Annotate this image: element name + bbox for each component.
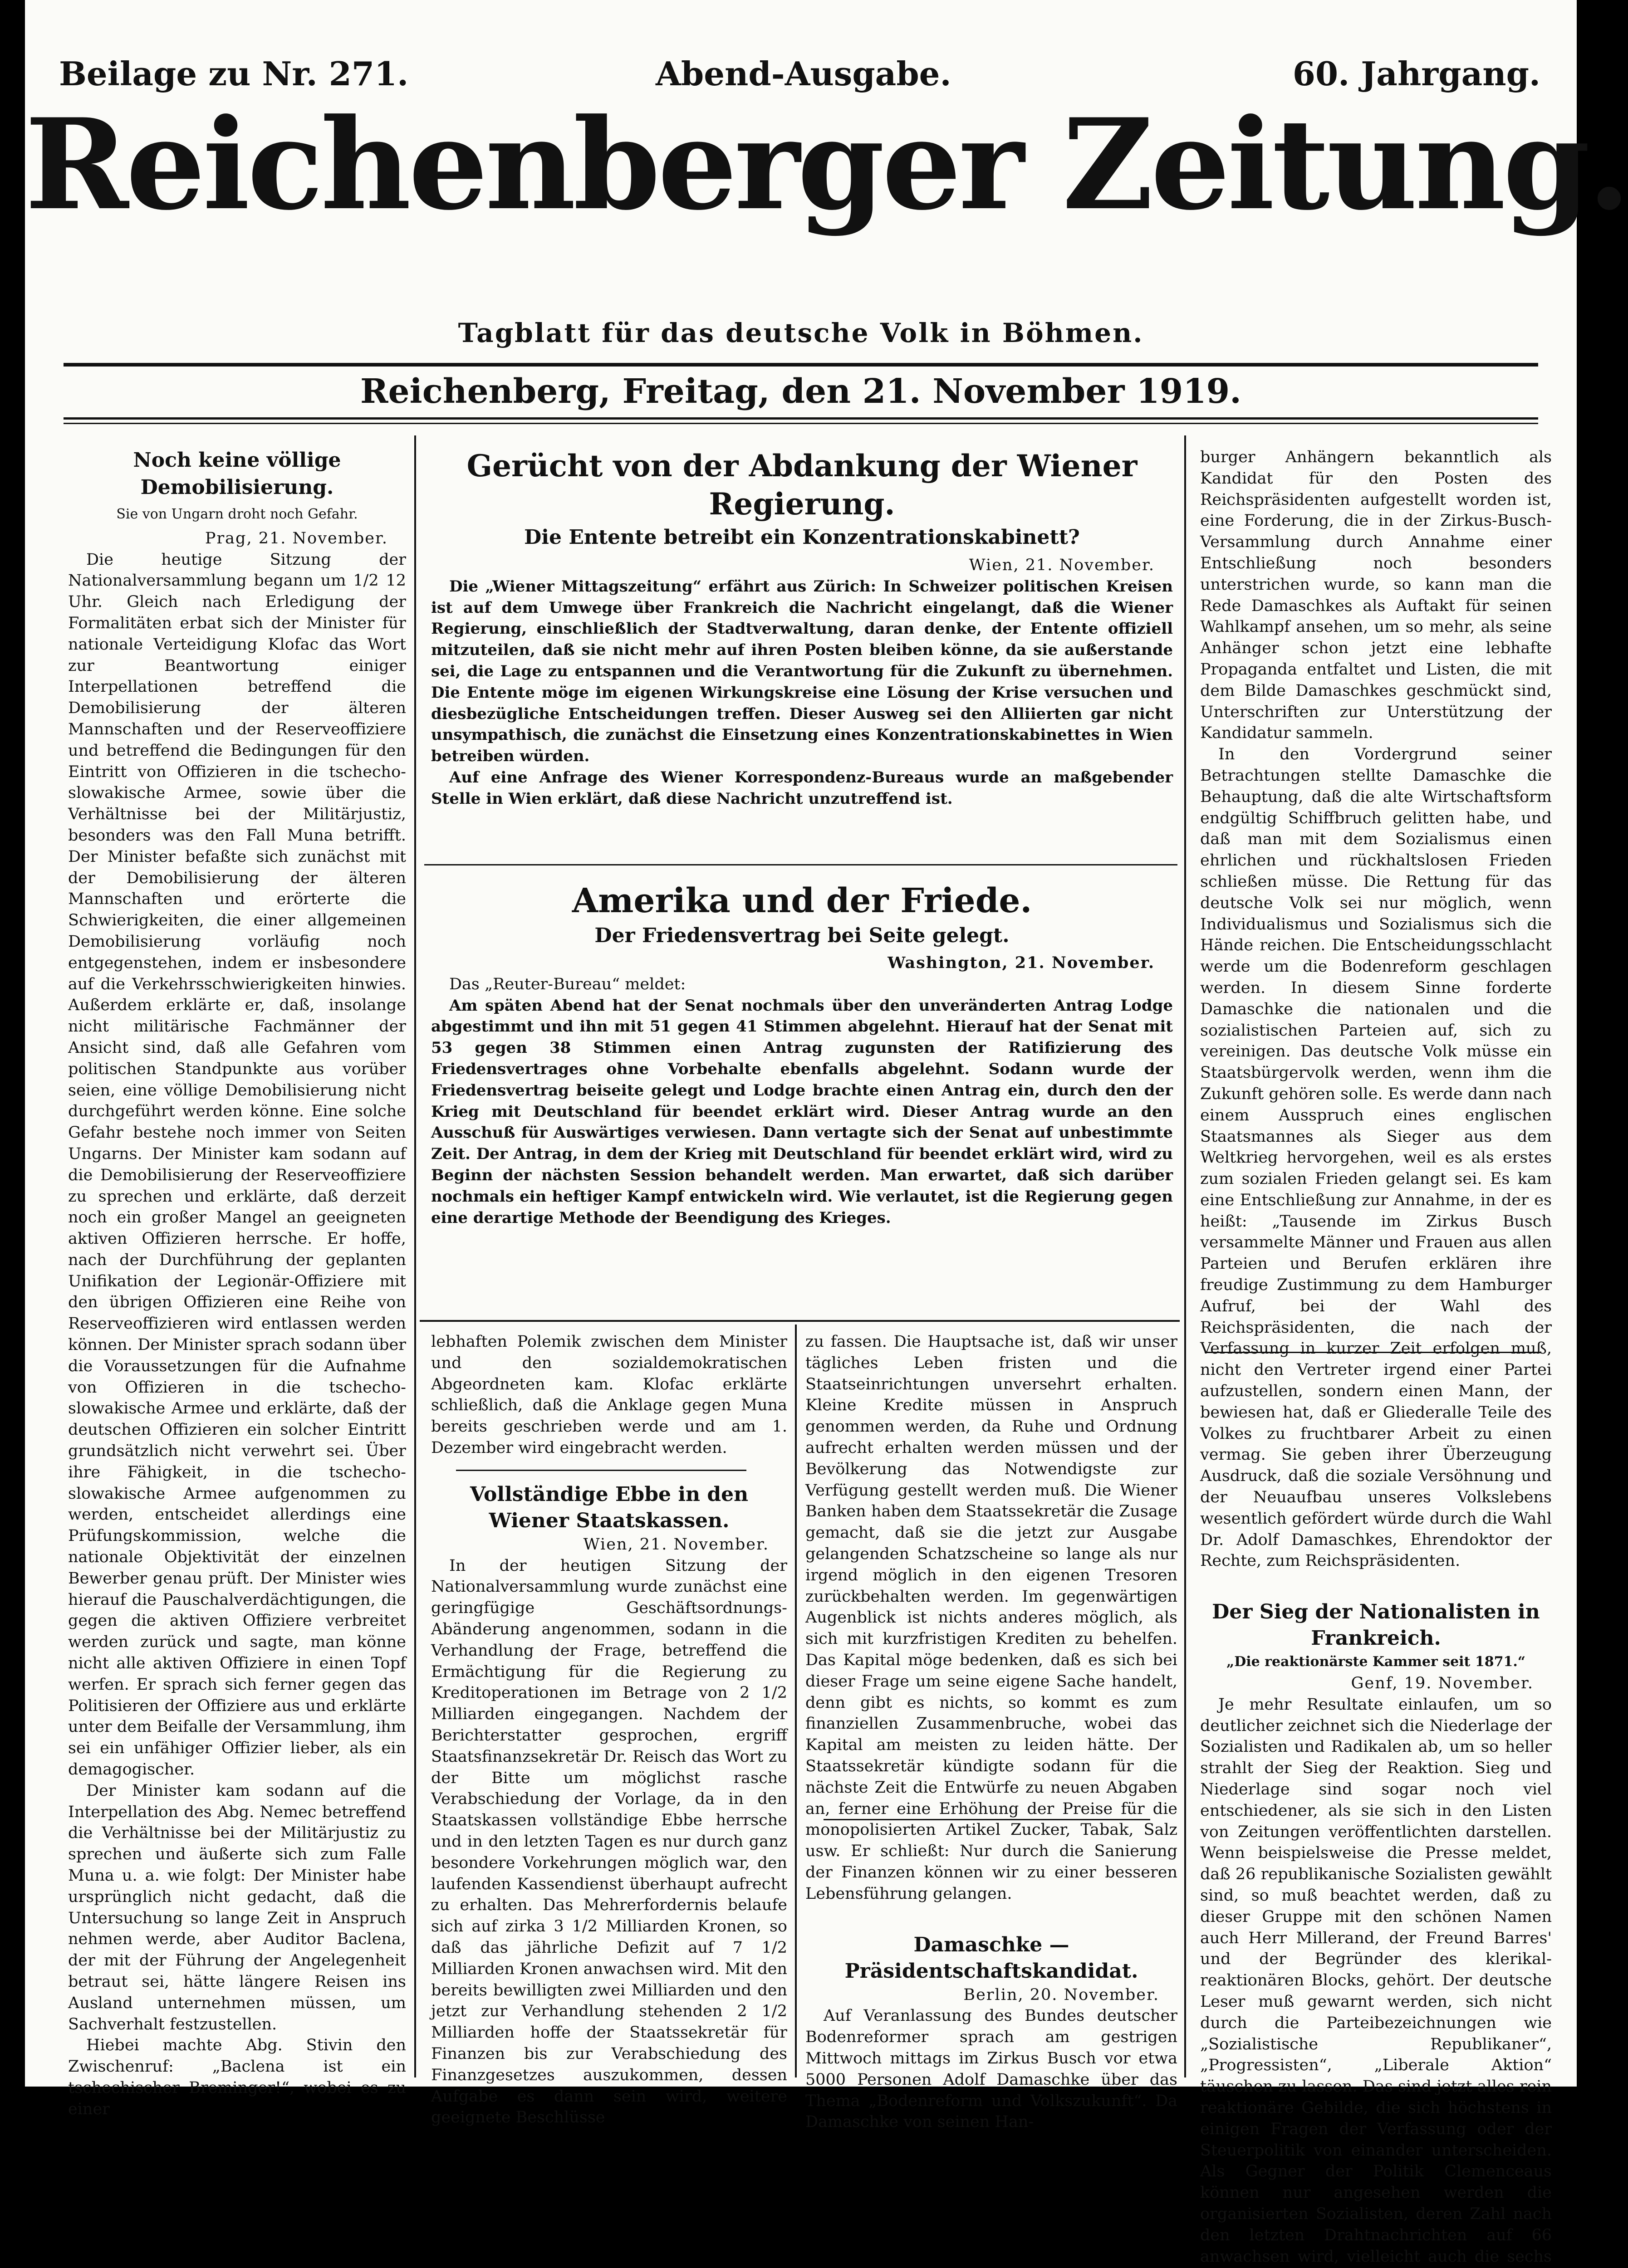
article-headline: Gerücht von der Abdankung der Wiener Regierung. bbox=[466, 448, 1138, 522]
dateline: Reichenberg, Freitag, den 21. November 1919. bbox=[360, 372, 1241, 411]
article-paragraph: Je mehr Resultate einlaufen, um so deutlicher zeichnet sich die Niederlage der Sozialisten und Radikalen ab, um so heller strahlt der Sieg der Reaktion. Sieg und Niederlage sind sogar noch viel entschiedener, als sie sich in den Listen von Zeitungen veröffentlichten darstellen. Wenn beispielsweise die Presse meldet, daß 26 republikanische Sozialisten gewählt sind, so muß beachtet werden, daß zu dieser Gruppe mit den schönen Namen auch Herr Millerand, der Freund Barres' und der Begründer des klerikal-reaktionären Blocks, gehört. Der deutsche Leser muß gewarnt werden, sich nicht durch die Parteibezeichnungen wie „Sozialistische Republikaner“, „Progressisten“, „Liberale Aktion“ täuschen zu lassen. Das sind jetzt alles rein reaktionäre Gebilde, die sich höchstens in einigen Fragen der Verfassung oder der Steuerpolitik von einander unterscheiden. Als Gegner der Politik Clemenceaus können nur angesehen werden die organisierten Sozialisten, deren Zahl nach den letzten Drahtnachrichten auf 66 anwachsen wird, vielleicht auch die sechs bbox=[1200, 1695, 1552, 2266]
article-abdankung bbox=[431, 447, 1173, 860]
supplement-number: Beilage zu Nr. 271. bbox=[59, 54, 409, 93]
newspaper-subtitle: Tagblatt für das deutsche Volk in Böhmen. bbox=[458, 318, 1144, 348]
article-headline: Vollständige Ebbe in den Wiener Staatskassen. bbox=[470, 1482, 749, 1532]
article-paragraph: Am späten Abend hat der Senat nochmals über den unveränderten Antrag Lodge abgestimmt und ihn mit 51 gegen 41 Stimmen abgelehnt. Hierauf hat der Senat mit 53 gegen 38 Stimmen einen Antrag zugunsten der Ratifizierung des Friedensvertrages ohne Vorbehalte ebenfalls abgelehnt. Sodann wurde der Friedensvertrag beiseite gelegt und Lodge brachte einen Antrag ein, durch den der Krieg mit Deutschland für beendet erklärt wird. Dieser Antrag wurde an den Ausschuß für Auswärtiges verwiesen. Dann vertagte sich der Senat auf unbestimmte Zeit. Der Antrag, in dem der Krieg mit Deutschland für beendet erklärt wird, wird zu Beginn der nächsten Session behandelt werden. Man erwartet, daß sich darüber nochmals ein heftiger Kampf entwickeln wird. Wie verlautet, ist die Regierung gegen eine derartige Methode der Beendigung des Krieges. bbox=[431, 996, 1173, 1227]
article-place: Wien, 21. November. bbox=[969, 556, 1155, 574]
article-staatskassen bbox=[431, 1331, 788, 2127]
article-continuation: lebhaften Polemik zwischen dem Minister und den sozialdemokratischen Abgeordneten kam. Klofac erklärte schließlich, daß die Anklage gegen Muna bereits geschrieben werde und am 1. Dezember wird eingebracht werden. bbox=[431, 1333, 787, 1457]
article-paragraph: Hiebei machte Abg. Stivin den Zwischenruf: „Baclena ist ein tschechischer Breminger!“, wobei es zu einer bbox=[68, 2036, 406, 2118]
article-paragraph: burger Anhängern bekanntlich als Kandidat für den Posten des Reichspräsidenten aufgestellt worden ist, eine Forderung, die in der Zirkus-Busch-Versammlung durch Annahme einer Entschließung noch besonders unterstrichen wurde, so kann man die Rede Damaschkes als Auftakt für seinen Wahlkampf ansehen, um so mehr, als seine Anhänger schon jetzt eine lebhafte Propaganda entfaltet und Listen, die mit dem Bilde Damaschkes geschmückt sind, Unterschriften zur Unterstützung der Kandidatur sammeln. bbox=[1200, 448, 1552, 743]
article-paragraph: zu fassen. Die Hauptsache ist, daß wir unser tägliches Leben fristen und die Staatseinrichtungen unversehrt erhalten. Kleine Kredite müssen in Anspruch genommen werden, da Ruhe und Ordnung aufrecht erhalten werden müssen und der Bevölkerung das Notwendigste zur Verfügung gestellt werden muß. Die Wiener Banken haben dem Staatssekretär die Zusage gemacht, daß sie die jetzt zur Ausgabe gelangenden Schatzscheine so lange als nur irgend möglich in den eigenen Tresoren zurückbehalten werden. Im gegenwärtigen Augenblick ist nichts anderes möglich, als sich mit kurzfristigen Krediten zu behelfen. Das Kapital möge bedenken, daß es sich bei dieser Frage um seine eigene Sache handelt, denn gibt es nichts, so kommt es zum finanziellen Zusammenbruche, wobei das Kapital am meisten zu leiden hätte. Der Staatssekretär kündigte sodann für die nächste Zeit die Entwürfe zu neuen Abgaben an, ferner eine Erhöhung der Preise für die monopolisierten Artikel Zucker, Tabak, Salz usw. Er schließt: Nur durch die Sanierung der Finanzen können wir zu einer besseren Lebensführung gelangen. bbox=[805, 1333, 1177, 1903]
article-paragraph: Die heutige Sitzung der Nationalversammlung begann um 1/2 12 Uhr. Gleich nach Erledigung der Formalitäten erbat sich der Minister für nationale Verteidigung Klofac das Wort zur Beantwortung einiger Interpellationen betreffend die Demobilisierung der älteren Mannschaften und der Reserveoffiziere und betreffend die Bedingungen für den Eintritt von Offizieren in die tschecho-slowakische Armee, sowie über die Verhältnisse bei der Militärjustiz, besonders was den Fall Muna betrifft. Der Minister befaßte sich zunächst mit der Demobilisierung der älteren Mannschaften und erörterte die Schwierigkeiten, die einer allgemeinen Demobilisierung vorläufig noch entgegenstehen, indem er insbesondere auf die Verkehrsschwierigkeiten hinwies. Außerdem erklärte er, daß, insolange nicht militärische Fachmänner der Ansicht sind, daß alle Gefahren vom politischen Standpunkte aus vorüber seien, eine völlige Demobilisierung nicht durchgeführt werden könne. Eine solche Gefahr bestehe noch immer von Seiten Ungarns. Der Minister kam sodann auf die Demobilisierung der Reserveoffiziere zu sprechen und erklärte, daß derzeit noch ein großer Mangel an geeigneten aktiven Offizieren herrsche. Er hoffe, nach der Durchführung der geplanten Unifikation der Legionär-Offiziere mit den übrigen Offizieren eine Reihe von Reserveoffizieren wird entlassen werden können. Der Minister sprach sodann über die Voraussetzungen für die Aufnahme von Offizieren in die tschecho-slowakische Armee und erklärte, daß der deutschen Offizieren ein solcher Eintritt grundsätzlich nicht verwehrt sei. Über ihre Fähigkeit, in die tschecho-slowakische Armee aufgenommen zu werden, entscheidet allerdings eine Prüfungskommission, welche die nationale Objektivität der einzelnen Bewerber genau prüft. Der Minister wies hierauf die Pauschalverdächtigungen, die gegen die aktiven Offiziere verbreitet werden zurück und sagte, man könne nicht alle aktiven Offiziere in einen Topf werfen. Er sprach sich ferner gegen das Politisieren der Offiziere aus und erklärte unter dem Beifalle der Versammlung, ihm sei ein unfähiger Offizier lieber, als ein demagogischer. bbox=[68, 550, 406, 1779]
masthead-rule-bottom bbox=[64, 417, 1538, 420]
column-divider bbox=[795, 1325, 797, 2077]
article-paragraph: Auf eine Anfrage des Wiener Korrespondenz-Bureaus wurde an maßgebender Stelle in Wien erklärt, daß diese Nachricht unzutreffend ist. bbox=[431, 768, 1173, 808]
article-paragraph: Die „Wiener Mittagszeitung“ erfährt aus Zürich: In Schweizer politischen Kreisen ist auf dem Umwege über Frankreich die Nachricht eingelangt, daß die Wiener Regierung, einschließlich der Stadtverwaltung, daran denke, der Entente offiziell mitzuteilen, daß sie nicht mehr auf ihren Posten bleiben könne, da sie außerstande sei, die Lage zu entspannen und die Verantwortung für die Zukunft zu übernehmen. Die Entente möge im eigenen Wirkungskreise eine Lösung der Krise versuchen und diesbezügliche Entscheidungen treffen. Dieser Ausweg sei den Alliierten gar nicht unsympathisch, die zunächst die Einsetzung eines Konzentrationskabinettes in Wien betreiben würden. bbox=[431, 577, 1173, 766]
article-subhead: Der Friedensvertrag bei Seite gelegt. bbox=[594, 924, 1010, 947]
article-damaschke-cont bbox=[1200, 447, 1552, 2266]
edition-label: Abend-Ausgabe. bbox=[656, 54, 951, 93]
article-paragraph: In der heutigen Sitzung der Nationalversammlung wurde zunächst eine geringfügige Geschäftsordnungs-Abänderung angenommen, sodann in die Verhandlung der Frage, betreffend die Ermächtigung für die Regierung zu Kreditoperationen im Betrage von 2 1/2 Milliarden eingegangen. Nachdem der Berichterstatter gesprochen, ergriff Staatsfinanzsekretär Dr. Reisch das Wort zu der Bitte um möglichst rasche Verabschiedung der Vorlage, da in den Staatskassen vollständige Ebbe herrsche und in den letzten Tagen es nur durch ganz besondere Vorkehrungen möglich war, den laufenden Kassendienst überhaupt aufrecht zu erhalten. Das Mehrerfordernis belaufe sich auf zirka 3 1/2 Milliarden Kronen, so daß das jährliche Defizit auf 7 1/2 Milliarden Kronen anwachsen wird. Mit den bereits bewilligten zwei Milliarden und den jetzt zur Verhandlung stehenden 2 1/2 Milliarden hoffe der Staatssekretär für Finanzen bis zur Verabschiedung des Finanzgesetzes auszukommen, dessen Aufgabe es dann sein wird, weitere geeignete Beschlüsse bbox=[431, 1556, 788, 2127]
newspaper-title: Reichenberger Zeitung. bbox=[25, 91, 1628, 238]
column-divider bbox=[414, 435, 416, 2077]
article-paragraph: Der Minister kam sodann auf die Interpellation des Abg. Nemec betreffend die Verhältnisse bei der Militärjustiz zu sprechen und äußerte sich zum Falle Muna u. a. wie folgt: Der Minister habe ursprünglich nicht gedacht, daß die Untersuchung so lange Zeit in Anspruch nehmen werde, aber Auditor Baclena, der mit der Führung der Angelegenheit betraut sei, hätte längere Reisen ins Ausland unternehmen müssen, um Sachverhalt festzustellen. bbox=[68, 1781, 406, 2033]
article-headline: Der Sieg der Nationalisten in Frankreich. bbox=[1212, 1600, 1540, 1650]
article-subhead: Sie von Ungarn droht noch Gefahr. bbox=[116, 506, 358, 522]
volume-label: 60. Jahrgang. bbox=[1292, 54, 1540, 93]
article-headline: Damaschke — Präsidentschaftskandidat. bbox=[844, 1933, 1138, 1983]
article-subhead: Die Entente betreibt ein Konzentrationskabinett? bbox=[524, 526, 1080, 549]
newspaper-page bbox=[25, 0, 1628, 2266]
masthead-rule-bottom-thin bbox=[64, 423, 1538, 424]
article-paragraph: Auf Veranlassung des Bundes deutscher Bodenreformer sprach am gestrigen Mittwoch mittags im Zirkus Busch vor etwa 5000 Personen Adolf Damaschke über das Thema „Bodenreform und Volkszukunft“. Da Damaschke von seinen Han- bbox=[805, 2007, 1177, 2131]
article-headline: Amerika und der Friede. bbox=[572, 881, 1032, 920]
article-intro: Das „Reuter-Bureau“ meldet: bbox=[449, 975, 686, 993]
article-subhead: „Die reaktionärste Kammer seit 1871.“ bbox=[1226, 1654, 1526, 1670]
article-damaschke bbox=[805, 1331, 1177, 2131]
article-paragraph: In den Vordergrund seiner Betrachtungen stellte Damaschke die Behauptung, daß die alte Wirtschaftsform endgültig Schiffbruch gelitten habe, und daß man mit dem Sozialismus einen ehrlichen und rückhaltslosen Frieden schließen müsse. Die Rettung für das deutsche Volk sei nur möglich, wenn Individualismus und Sozialismus sich die Hände reichen. Die Entscheidungsschlacht werde um die Bodenreform geschlagen werden. In diesem Sinne forderte Damaschke die nationalen und die sozialistischen Parteien auf, sich zu vereinigen. Das deutsche Volk müsse ein Staatsbürgervolk werden, wenn ihm die Zukunft gehören solle. Es werde dann nach einem Ausspruch eines englischen Staatsmannes als Sieger aus dem Weltkrieg hervorgehen, weil es als erstes zum sozialen Frieden gelangt sei. Es kam eine Entschließung zur Annahme, in der es heißt: „Tausende im Zirkus Busch versammelte Männer und Frauen aus allen Parteien und Berufen erklären ihre freudige Zustimmung zu dem Hamburger Aufruf, bei der Wahl des Reichspräsidenten, die nach der Verfassung in kurzer Zeit erfolgen muß, nicht den Vertreter irgend einer Partei aufzustellen, sondern einen Mann, der bewiesen hat, daß er Gliederalle Teile des Volkes zu fruchtbarer Arbeit zu einen vermag. Sie geben ihrer Überzeugung Ausdruck, daß die soziale Versöhnung und der Neuaufbau unseres Volkslebens wesentlich gefördert würde durch die Wahl Dr. Adolf Damaschkes, Ehrendoktor der Rechte, zum Reichspräsidenten. bbox=[1200, 745, 1552, 1570]
masthead-rule-top bbox=[64, 363, 1538, 367]
article-place: Berlin, 20. November. bbox=[963, 1985, 1159, 2004]
article-place: Prag, 21. November. bbox=[205, 529, 388, 547]
section-divider bbox=[420, 1320, 1180, 1322]
section-divider bbox=[424, 864, 1177, 865]
article-headline: Noch keine völlige Demobilisierung. bbox=[133, 449, 341, 499]
article-demobilisierung bbox=[68, 447, 406, 2118]
article-place: Washington, 21. November. bbox=[888, 953, 1155, 972]
article-amerika bbox=[431, 880, 1173, 1315]
article-place: Wien, 21. November. bbox=[583, 1535, 769, 1554]
column-divider bbox=[1184, 435, 1186, 2077]
article-place: Genf, 19. November. bbox=[1351, 1674, 1534, 1693]
